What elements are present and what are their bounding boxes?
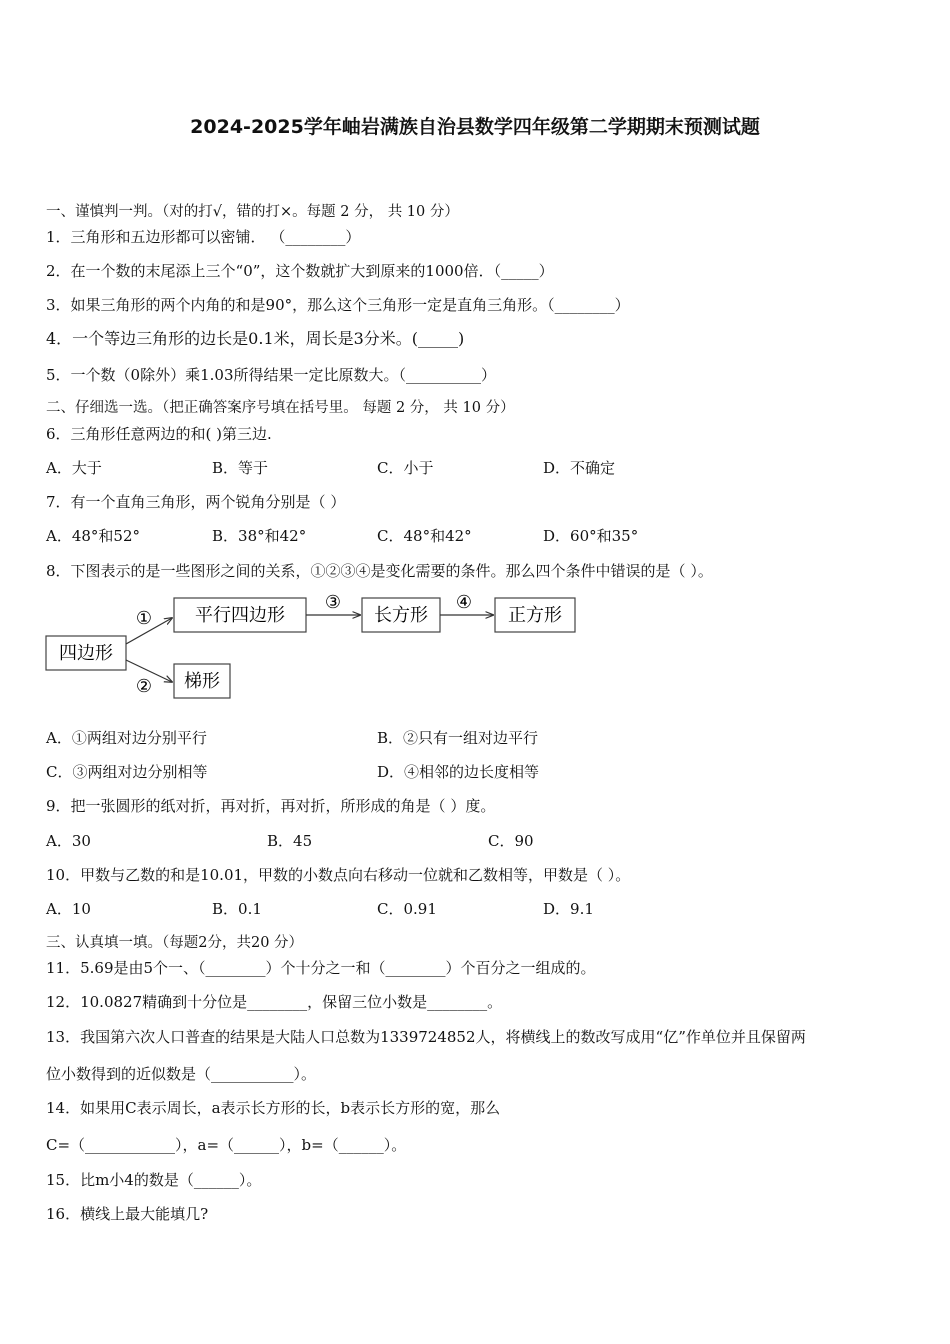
q10-option-c: C．0.91 (377, 900, 437, 918)
q7-option-d: D．60°和35° (543, 527, 639, 545)
q7-option-a: A．48°和52° (46, 527, 141, 545)
q6-option-d: D．不确定 (543, 459, 616, 477)
question-16: 16．横线上最大能填几? (46, 1205, 209, 1223)
question-12: 12．10.0827精确到十分位是________，保留三位小数是________。 (46, 993, 503, 1011)
box-trapezoid-label: 梯形 (184, 671, 220, 692)
page-title: 2024-2025学年岫岩满族自治县数学四年级第二学期期末预测试题 (190, 116, 760, 138)
condition-4-label: ④ (455, 592, 473, 613)
condition-3-label: ③ (324, 592, 342, 613)
section-heading-1: 一、谨慎判一判。（对的打√，错的打×。每题 2 分， 共 10 分） (46, 204, 459, 220)
question-15: 15．比m小4的数是（______）。 (46, 1171, 262, 1189)
question-10: 10．甲数与乙数的和是10.01，甲数的小数点向右移动一位就和乙数相等，甲数是（ ）。 (46, 866, 631, 884)
question-8: 8．下图表示的是一些图形之间的关系，①②③④是变化需要的条件。那么四个条件中错误的是（ ）。 (46, 562, 713, 580)
q8-option-d: D．④相邻的边长度相等 (377, 763, 540, 781)
question-1: 1．三角形和五边形都可以密铺． （________） (46, 228, 361, 246)
section-heading-3: 三、认真填一填。（每题2分，共20 分） (46, 935, 304, 951)
q8-option-a: A．①两组对边分别平行 (46, 729, 207, 747)
question-11: 11．5.69是由5个一、（________）个十分之一和（________）个百分之一组成的。 (46, 959, 596, 977)
question-13-line-1: 13．我国第六次人口普查的结果是大陆人口总数为1339724852人，将横线上的数改写成用“亿”作单位并且保留两 (46, 1028, 806, 1046)
q6-option-b: B．等于 (212, 459, 269, 477)
question-6: 6．三角形任意两边的和( )第三边. (46, 425, 272, 443)
q10-option-b: B．0.1 (212, 900, 262, 918)
q7-option-b: B．38°和42° (212, 527, 307, 545)
question-14-line-1: 14．如果用C表示周长，a表示长方形的长，b表示长方形的宽，那么 (46, 1099, 501, 1117)
box-rectangle-label: 长方形 (374, 605, 428, 626)
shape-relationship-diagram (40, 592, 600, 712)
q9-option-c: C．90 (488, 832, 534, 850)
box-square-label: 正方形 (508, 605, 562, 626)
question-3: 3．如果三角形的两个内角的和是90°，那么这个三角形一定是直角三角形。（________） (46, 296, 630, 314)
box-parallelogram-label: 平行四边形 (195, 605, 285, 626)
question-14-line-2: C=（____________），a=（______），b=（______）。 (46, 1136, 407, 1154)
question-5: 5．一个数（0除外）乘1.03所得结果一定比原数大。（__________） (46, 366, 496, 384)
question-2: 2．在一个数的末尾添上三个“0”，这个数就扩大到原来的1000倍．（_____） (46, 262, 554, 280)
box-quadrilateral-label: 四边形 (59, 643, 113, 664)
q8-option-b: B．②只有一组对边平行 (377, 729, 539, 747)
q6-option-a: A．大于 (46, 459, 102, 477)
section-heading-2: 二、仔细选一选。（把正确答案序号填在括号里。 每题 2 分， 共 10 分） (46, 400, 515, 416)
q9-option-a: A．30 (46, 832, 91, 850)
question-9: 9．把一张圆形的纸对折，再对折，再对折，所形成的角是（ ）度。 (46, 797, 496, 815)
q9-option-b: B．45 (267, 832, 313, 850)
question-4: 4．一个等边三角形的边长是0.1米，周长是3分米。(_____) (46, 329, 465, 348)
question-7: 7．有一个直角三角形，两个锐角分别是（ ） (46, 493, 346, 511)
condition-1-label: ① (135, 608, 153, 629)
condition-2-label: ② (135, 676, 153, 697)
question-13-line-2: 位小数得到的近似数是（___________）。 (46, 1065, 317, 1083)
q10-option-d: D．9.1 (543, 900, 594, 918)
q8-option-c: C．③两组对边分别相等 (46, 763, 208, 781)
q10-option-a: A．10 (46, 900, 91, 918)
q6-option-c: C．小于 (377, 459, 434, 477)
q7-option-c: C．48°和42° (377, 527, 472, 545)
